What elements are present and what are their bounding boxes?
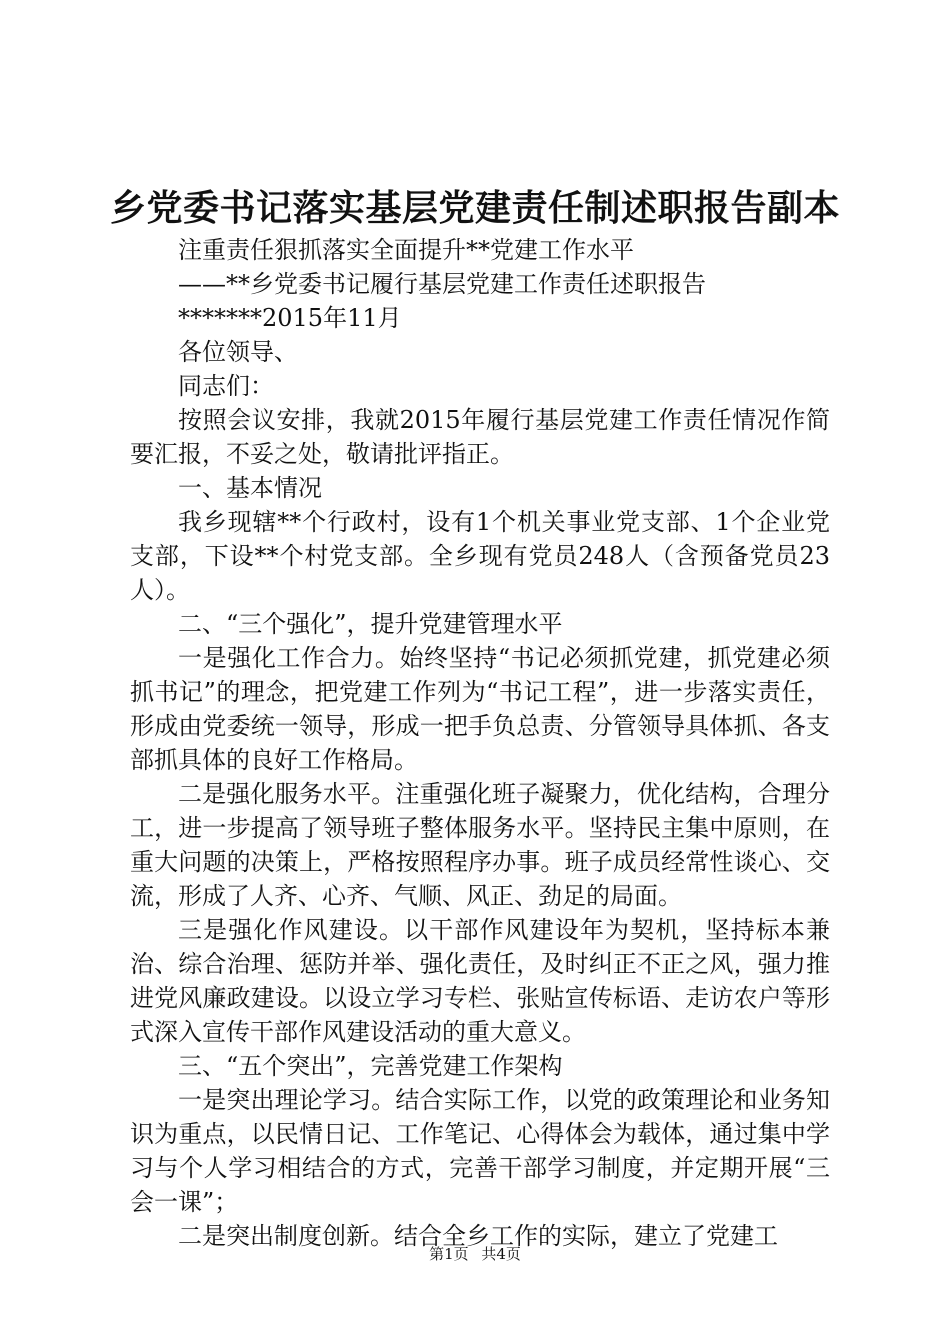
page-footer [0,1244,950,1264]
paragraph: 二是强化服务水平。注重强化班子凝聚力，优化结构，合理分工，进一步提高了领导班子整体服务水平。坚持民主集中原则，在重大问题的决策上，严格按照程序办事。班子成员经常性谈心、交流，形成了人齐、心齐、气顺、风正、劲足的局面。 [130,780,830,910]
page-number: 第1页 [429,1245,469,1263]
salutation-line: 各位领导、 [178,338,298,366]
page-total: 共4页 [481,1245,521,1263]
subtitle-line: 注重责任狠抓落实全面提升**党建工作水平 [178,236,634,264]
paragraph: 一是突出理论学习。结合实际工作，以党的政策理论和业务知识为重点，以民情日记、工作笔记、心得体会为载体，通过集中学习与个人学习相结合的方式，完善干部学习制度，并定期开展“三会一课”； [130,1086,830,1216]
section-heading: 二、“三个强化”，提升党建管理水平 [178,610,563,638]
document-body [130,233,830,1253]
document-title: 乡党委书记落实基层党建责任制述职报告副本 [109,188,840,229]
author-date-line: *******2015年11月 [178,304,402,332]
paragraph: 二是突出制度创新。结合全乡工作的实际，建立了党建工 [178,1222,778,1250]
subtitle-line: ——**乡党委书记履行基层党建工作责任述职报告 [178,270,706,298]
paragraph: 一是强化工作合力。始终坚持“书记必须抓党建，抓党建必须抓书记”的理念，把党建工作列为“书记工程”，进一步落实责任，形成由党委统一领导，形成一把手负总责、分管领导具体抓、各支部抓具体的良好工作格局。 [130,644,830,774]
section-heading: 一、基本情况 [178,474,322,502]
paragraph: 三是强化作风建设。以干部作风建设年为契机，坚持标本兼治、综合治理、惩防并举、强化责任，及时纠正不正之风，强力推进党风廉政建设。以设立学习专栏、张贴宣传标语、走访农户等形式深入宣传干部作风建设活动的重大意义。 [130,916,830,1046]
paragraph: 按照会议安排，我就2015年履行基层党建工作责任情况作简要汇报，不妥之处，敬请批评指正。 [130,406,830,468]
salutation-line: 同志们： [178,372,274,400]
section-heading: 三、“五个突出”，完善党建工作架构 [178,1052,563,1080]
paragraph: 我乡现辖**个行政村，设有1个机关事业党支部、1个企业党支部，下设**个村党支部。全乡现有党员248人（含预备党员23人）。 [130,508,830,604]
